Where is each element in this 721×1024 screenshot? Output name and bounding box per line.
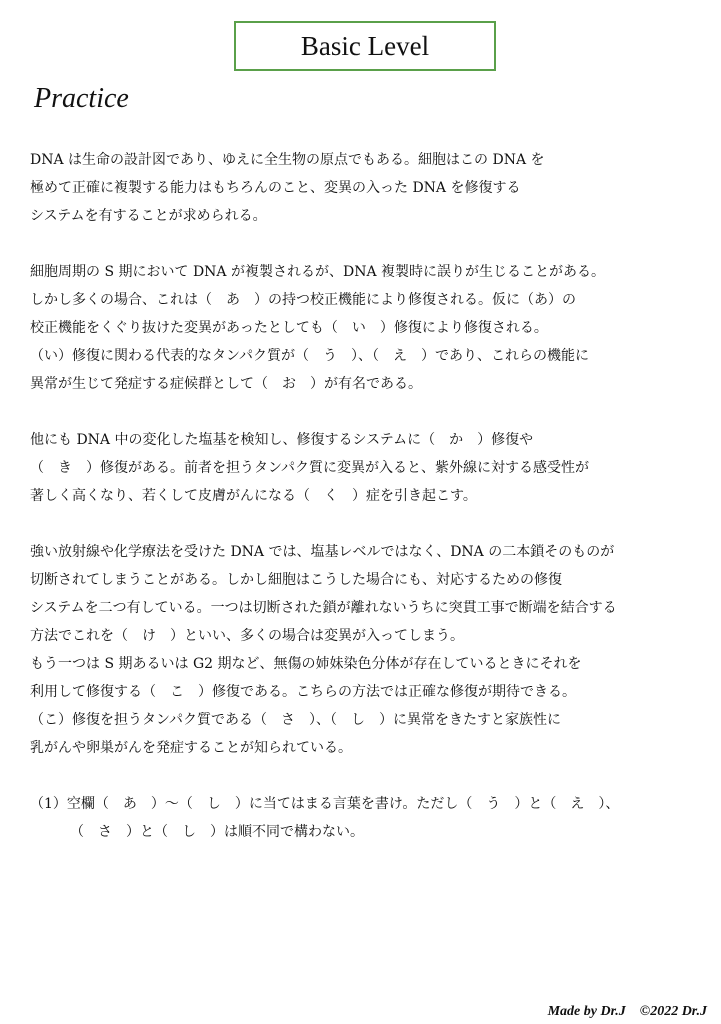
practice-text [30,146,710,846]
text-line: 細胞周期の S 期において DNA が複製されるが、DNA 複製時に誤りが生じることがある。 [30,264,606,280]
page-title-box [234,21,496,71]
text-line: 校正機能をくぐり抜けた変異があったとしても（ い ）修復により修復される。 [30,320,548,336]
paragraph-1 [30,146,710,230]
text-line: 切断されてしまうことがある。しかし細胞はこうした場合にも、対応するための修復 [30,572,562,588]
paragraph-3 [30,426,710,510]
text-line: 極めて正確に複製する能力はもちろんのこと、変異の入った DNA を修復する [30,180,521,196]
text-line: 乳がんや卵巣がんを発症することが知られている。 [30,740,352,756]
text-line: DNA は生命の設計図であり、ゆえに全生物の原点でもある。細胞はこの DNA を [30,152,545,168]
footer-credit: Made by Dr.J ©2022 Dr.J [547,1004,707,1019]
text-line: もう一つは S 期あるいは G2 期など、無傷の姉妹染色分体が存在しているときにそれを [30,656,582,672]
text-line: 著しく高くなり、若くして皮膚がんになる（ く ）症を引き起こす。 [30,488,477,504]
question-1 [30,790,710,846]
section-heading: Practice [34,83,129,114]
text-line: 方法でこれを（ け ）といい、多くの場合は変異が入ってしまう。 [30,628,464,644]
text-line: 利用して修復する（ こ ）修復である。こちらの方法では正確な修復が期待できる。 [30,684,576,700]
question-line: （ さ ）と（ し ）は順不同で構わない。 [70,824,364,840]
text-line: 異常が生じて発症する症候群として（ お ）が有名である。 [30,376,422,392]
text-line: （い）修復に関わる代表的なタンパク質が（ う ）、（ え ）であり、これらの機能に [30,348,590,364]
text-line: システムを有することが求められる。 [30,208,267,224]
paragraph-2 [30,258,710,398]
text-line: しかし多くの場合、これは（ あ ）の持つ校正機能により修復される。仮に（あ）の [30,292,576,308]
question-line: （1）空欄（ あ ）〜（ し ）に当てはまる言葉を書け。ただし（ う ）と（ え ）、 [30,796,620,812]
paragraph-4 [30,538,710,762]
text-line: システムを二つ有している。一つは切断された鎖が離れないうちに突貫工事で断端を結合する [30,600,617,616]
page-title: Basic Level [300,30,430,61]
text-line: （こ）修復を担うタンパク質である（ さ ）、（ し ）に異常をきたすと家族性に [30,712,562,728]
text-line: 強い放射線や化学療法を受けた DNA では、塩基レベルではなく、DNA の二本鎖そのものが [30,544,615,560]
text-line: 他にも DNA 中の変化した塩基を検知し、修復するシステムに（ か ）修復や [30,432,534,448]
text-line: （ き ）修復がある。前者を担うタンパク質に変異が入ると、紫外線に対する感受性が [30,460,590,476]
